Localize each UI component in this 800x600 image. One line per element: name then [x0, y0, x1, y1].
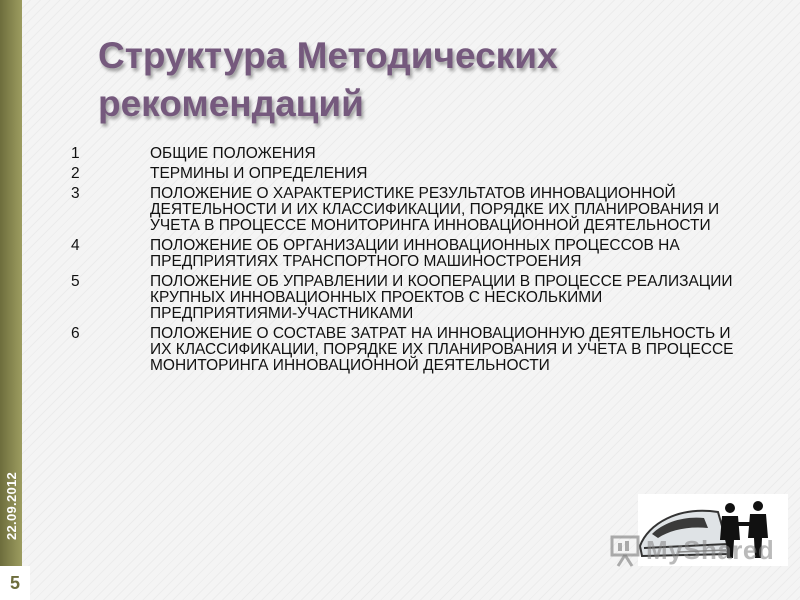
- item-number: 5: [71, 273, 80, 290]
- item-text: ПОЛОЖЕНИЕ О СОСТАВЕ ЗАТРАТ НА ИННОВАЦИОННУЮ ДЕЯТЕЛЬНОСТЬ И ИХ КЛАССИФИКАЦИИ, ПОРЯДКЕ ИХ ПЛАНИРОВАНИЯ И УЧЕТА В ПРОЦЕССЕ МОНИТОРИНГА ИННОВАЦИОННОЙ ДЕЯТЕЛЬНОСТИ: [150, 325, 734, 374]
- list-item: [68, 238, 748, 270]
- item-number: 4: [71, 237, 80, 254]
- slide-title: Структура Методических рекомендаций: [98, 35, 558, 124]
- slide-date: 22.09.2012: [4, 471, 19, 540]
- item-text: ПОЛОЖЕНИЕ О ХАРАКТЕРИСТИКЕ РЕЗУЛЬТАТОВ ИННОВАЦИОННОЙ ДЕЯТЕЛЬНОСТИ И ИХ КЛАССИФИКАЦИИ, ПОРЯДКЕ ИХ ПЛАНИРОВАНИЯ И УЧЕТА В ПРОЦЕССЕ МОНИТОРИНГА ИННОВАЦИОННОЙ ДЕЯТЕЛЬНОСТИ: [150, 185, 720, 234]
- list-item: [68, 274, 748, 322]
- item-number: 2: [71, 165, 80, 182]
- watermark-text: MyShared: [646, 534, 775, 565]
- item-number: 3: [71, 185, 80, 202]
- side-bar: [0, 0, 22, 572]
- list-item: [68, 186, 748, 234]
- item-number: 1: [71, 145, 80, 162]
- item-number: 6: [71, 325, 80, 342]
- presentation-icon: [610, 533, 640, 567]
- list-item: [68, 146, 748, 162]
- page-number-box: [0, 566, 30, 600]
- list-item: [68, 326, 748, 374]
- item-text: ПОЛОЖЕНИЕ ОБ ОРГАНИЗАЦИИ ИННОВАЦИОННЫХ ПРОЦЕССОВ НА ПРЕДПРИЯТИЯХ ТРАНСПОРТНОГО МАШИНОСТРОЕНИЯ: [150, 237, 680, 270]
- item-text: ОБЩИЕ ПОЛОЖЕНИЯ: [150, 145, 316, 162]
- list-item: [68, 166, 748, 182]
- watermark: [610, 530, 774, 570]
- item-text: ПОЛОЖЕНИЕ ОБ УПРАВЛЕНИИ И КООПЕРАЦИИ В ПРОЦЕССЕ РЕАЛИЗАЦИИ КРУПНЫХ ИННОВАЦИОННЫХ ПРОЕКТОВ С НЕСКОЛЬКИМИ ПРЕДПРИЯТИЯМИ-УЧАСТНИКАМИ: [150, 273, 733, 322]
- item-text: ТЕРМИНЫ И ОПРЕДЕЛЕНИЯ: [150, 165, 368, 182]
- content-list: [68, 146, 748, 378]
- page-number: 5: [9, 573, 20, 593]
